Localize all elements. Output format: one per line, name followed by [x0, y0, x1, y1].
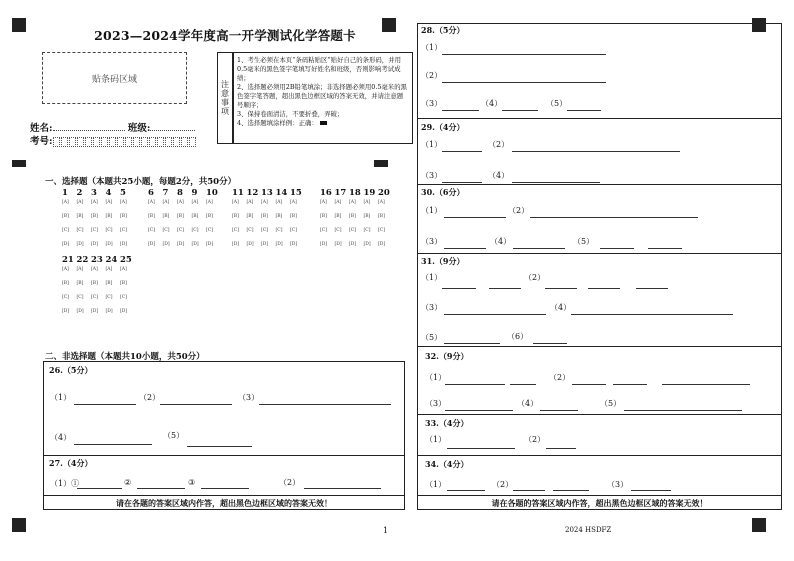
choice-option-row: [148, 214, 221, 219]
q26-answer-3[interactable]: [259, 404, 391, 405]
choice-bubble[interactable]: [C]: [320, 228, 327, 233]
q31-answer-4[interactable]: [571, 314, 733, 315]
q28-answer-4[interactable]: [502, 110, 538, 111]
q29-answer-3[interactable]: [442, 182, 482, 183]
q30-label-3: （3）: [421, 237, 443, 246]
notice-item: 2、选择题必须用2B铅笔填涂；非选择题必须用0.5毫米的黑色签字笔答题，超出黑色边框区域的答案无效，并请注意题号顺序；: [237, 83, 407, 109]
q31-answer-2a[interactable]: [545, 288, 577, 289]
choice-bubble[interactable]: [B]: [91, 281, 98, 286]
choice-bubble[interactable]: [B]: [76, 214, 84, 219]
choice-bubble[interactable]: [D]: [378, 242, 386, 247]
q29-answer-2[interactable]: [512, 151, 680, 152]
choice-bubble[interactable]: [A]: [246, 200, 254, 205]
notice-item: [237, 119, 409, 128]
notice-heading-char: 项: [221, 107, 229, 116]
notice-heading: [217, 52, 233, 144]
choice-bubble[interactable]: [B]: [191, 214, 199, 219]
q31-answer-6[interactable]: [533, 343, 567, 344]
choice-bubble[interactable]: [A]: [191, 200, 199, 205]
choice-bubble[interactable]: [D]: [191, 242, 199, 247]
q30-label-2: （2）: [508, 206, 530, 215]
choice-option-row: [232, 200, 305, 205]
choice-option-row: [62, 200, 135, 205]
q31-label-5: （5）: [421, 333, 443, 342]
choice-bubble[interactable]: [C]: [290, 228, 297, 233]
choice-bubble[interactable]: [A]: [232, 200, 239, 205]
q30-answer-6[interactable]: [648, 248, 682, 249]
choice-bubble[interactable]: [C]: [120, 228, 127, 233]
choice-bubble[interactable]: [B]: [246, 214, 254, 219]
choice-bubble[interactable]: [A]: [62, 267, 69, 272]
choice-bubble[interactable]: [C]: [76, 228, 84, 233]
choice-bubble[interactable]: [C]: [76, 295, 84, 300]
q26-title: 26.（5分）: [49, 365, 93, 375]
choice-bubble[interactable]: [A]: [177, 200, 184, 205]
choice-option-row: [62, 281, 135, 286]
q33-answer-1[interactable]: [447, 448, 515, 449]
notice-heading-char: 注: [221, 80, 229, 89]
choice-option-row: [62, 295, 135, 300]
q32-answer-4[interactable]: [540, 410, 578, 411]
exam-no-row: [30, 133, 197, 147]
choice-bubble[interactable]: [A]: [62, 200, 69, 205]
q30-label-1: （1）: [421, 206, 443, 215]
choice-bubble[interactable]: [C]: [62, 295, 69, 300]
choice-bubble[interactable]: [D]: [62, 309, 70, 314]
q31-label-1: （1）: [421, 273, 443, 282]
notice-item: 1、考生必须在本页“条码粘贴区”贴好自己的条形码，并用0.5毫米的黑色签字笔填写好姓名和班级，否则影响考试成绩；: [237, 56, 401, 82]
choice-bubble[interactable]: [D]: [148, 242, 156, 247]
q27-answer-3[interactable]: [201, 488, 249, 489]
choice-bubble[interactable]: [B]: [275, 214, 283, 219]
choice-bubble[interactable]: [A]: [162, 200, 170, 205]
name-label: 姓名:: [30, 123, 53, 134]
choice-bubble[interactable]: [B]: [62, 281, 69, 286]
choice-bubble[interactable]: [A]: [105, 200, 113, 205]
q32-title: 32.（9分）: [425, 351, 469, 361]
q31-answer-2c[interactable]: [636, 288, 668, 289]
divider: [417, 495, 782, 496]
choice-bubble[interactable]: [B]: [232, 214, 239, 219]
divider: [417, 184, 782, 185]
choice-option-row: [148, 228, 221, 233]
q32-label-1: （1）: [425, 373, 447, 382]
q28-label-3: （3）: [421, 99, 443, 108]
q26-answer-5[interactable]: [187, 446, 252, 447]
choice-bubble[interactable]: [B]: [349, 214, 356, 219]
q31-label-6: （6）: [507, 332, 529, 341]
q27-answer-2[interactable]: [137, 488, 185, 489]
choice-bubble[interactable]: [A]: [105, 267, 113, 272]
choice-option-row: [320, 228, 393, 233]
choice-option-row: [232, 214, 305, 219]
q31-label-4: （4）: [550, 303, 572, 312]
choice-bubble[interactable]: [C]: [162, 228, 170, 233]
question-number-group: 6 7 8 9 10: [148, 188, 218, 198]
q27-answer-4[interactable]: [304, 488, 381, 489]
choice-bubble[interactable]: [B]: [62, 214, 69, 219]
section2-title: 二、非选择题（本题共10小题，共50分）: [45, 352, 205, 362]
q29-title: 29.（4分）: [421, 122, 465, 132]
q32-answer-5[interactable]: [624, 410, 742, 411]
q26-label-3: （3）: [238, 393, 260, 402]
choice-bubble[interactable]: [D]: [363, 242, 371, 247]
notice-item: 3、保持卷面清洁，不要折叠，弄破；: [237, 110, 344, 118]
choice-bubble[interactable]: [A]: [120, 200, 127, 205]
q29-label-3: （3）: [421, 171, 443, 180]
q31-title: 31.（9分）: [421, 256, 465, 266]
page-title: 2023—2024学年度高一开学测试化学答题卡: [94, 28, 356, 43]
q34-answer-3[interactable]: [631, 490, 671, 491]
q28-answer-2[interactable]: [442, 82, 606, 83]
q26-label-2: （2）: [139, 393, 161, 402]
q33-answer-2[interactable]: [546, 448, 576, 449]
choice-bubble[interactable]: [B]: [320, 214, 327, 219]
q28-title: 28.（5分）: [421, 25, 465, 35]
choice-bubble[interactable]: [A]: [275, 200, 283, 205]
q29-answer-1[interactable]: [442, 151, 482, 152]
divider: [43, 455, 405, 456]
q31-label-2: （2）: [524, 273, 546, 282]
choice-bubble[interactable]: [A]: [148, 200, 155, 205]
question-number-group: 1 2 3 4 5: [62, 188, 126, 198]
q27-label-4: （2）: [279, 478, 301, 487]
class-input[interactable]: [150, 130, 195, 131]
choice-bubble[interactable]: [A]: [363, 200, 371, 205]
q27-answer-1[interactable]: [77, 488, 122, 489]
q32-answer-1b[interactable]: [510, 384, 536, 385]
choice-bubble[interactable]: [B]: [363, 214, 371, 219]
choice-bubble[interactable]: [B]: [105, 214, 113, 219]
choice-bubble[interactable]: [D]: [120, 242, 128, 247]
choice-bubble[interactable]: [A]: [120, 267, 127, 272]
choice-bubble[interactable]: [A]: [76, 267, 84, 272]
q26-label-5: （5）: [163, 431, 185, 440]
choice-option-row: [232, 242, 305, 247]
section1-title: 一、选择题（本题共25小题，每题2分，共50分）: [45, 177, 237, 187]
q31-answer-1b[interactable]: [489, 288, 521, 289]
q30-answer-2[interactable]: [530, 217, 698, 218]
choice-bubble[interactable]: [C]: [206, 228, 213, 233]
choice-bubble[interactable]: [B]: [334, 214, 342, 219]
q30-label-5: （5）: [573, 237, 595, 246]
q34-title: 34.（4分）: [425, 459, 469, 469]
choice-bubble[interactable]: [C]: [334, 228, 342, 233]
q28-label-4: （4）: [481, 99, 503, 108]
q32-answer-2b[interactable]: [613, 384, 647, 385]
choice-bubble[interactable]: [C]: [62, 228, 69, 233]
choice-bubble[interactable]: [D]: [120, 309, 128, 314]
choice-bubble[interactable]: [A]: [320, 200, 327, 205]
registration-mark-bottom-left: [12, 518, 26, 532]
choice-bubble[interactable]: [D]: [334, 242, 342, 247]
q32-answer-2c[interactable]: [662, 384, 750, 385]
question-number-group: 16 17 18 19 20: [320, 188, 390, 198]
choice-option-row: [62, 214, 135, 219]
class-label: 班级:: [127, 123, 151, 134]
notice-heading-char: 意: [221, 89, 229, 98]
q28-answer-5[interactable]: [567, 110, 601, 111]
choice-bubble[interactable]: [B]: [162, 214, 170, 219]
exam-no-label: 考号:: [30, 136, 53, 147]
q31-answer-5[interactable]: [444, 343, 500, 344]
q26-answer-2[interactable]: [160, 404, 232, 405]
q30-answer-5[interactable]: [600, 248, 634, 249]
choice-option-row: [320, 242, 393, 247]
q33-label-1: （1）: [425, 435, 447, 444]
choice-bubble[interactable]: [C]: [275, 228, 283, 233]
q26-answer-4[interactable]: [74, 444, 152, 445]
q31-label-3: （3）: [421, 303, 443, 312]
registration-mark-bottom-right: [752, 518, 766, 532]
q32-answer-1a[interactable]: [445, 384, 505, 385]
q28-label-2: （2）: [421, 71, 443, 80]
filled-bubble-sample: [320, 121, 327, 125]
choice-option-row: [232, 228, 305, 233]
barcode-label: 贴条码区域: [91, 74, 137, 85]
choice-bubble[interactable]: [B]: [378, 214, 385, 219]
choice-bubble[interactable]: [B]: [120, 281, 127, 286]
q32-label-4: （4）: [517, 399, 539, 408]
choice-bubble[interactable]: [C]: [232, 228, 239, 233]
timing-mark-center: [374, 160, 388, 167]
choice-bubble[interactable]: [B]: [206, 214, 213, 219]
page-number: 1: [383, 526, 389, 535]
name-input[interactable]: [53, 130, 125, 131]
choice-bubble[interactable]: [D]: [261, 242, 269, 247]
q28-label-5: （5）: [546, 99, 568, 108]
choice-bubble[interactable]: [C]: [148, 228, 155, 233]
divider: [417, 455, 782, 456]
page-code: 2024 HSDFZ: [565, 526, 612, 534]
q26-label-4: （4）: [50, 433, 72, 442]
choice-option-row: [148, 200, 221, 205]
choice-bubble[interactable]: [D]: [162, 242, 170, 247]
choice-bubble[interactable]: [A]: [378, 200, 385, 205]
q31-answer-2b[interactable]: [588, 288, 620, 289]
footer-warning-left: 请在各题的答案区域内作答，超出黑色边框区域的答案无效！: [116, 498, 332, 508]
choice-bubble[interactable]: [D]: [105, 242, 113, 247]
choice-bubble[interactable]: [D]: [62, 242, 70, 247]
q26-label-1: （1）: [50, 393, 72, 402]
choice-bubble[interactable]: [D]: [320, 242, 328, 247]
question-number-group: 11 12 13 14 15: [232, 188, 302, 198]
q34-answer-2a[interactable]: [513, 490, 545, 491]
choice-bubble[interactable]: [D]: [275, 242, 283, 247]
q34-label-2: （2）: [492, 480, 514, 489]
notice-box: [233, 52, 413, 144]
choice-bubble[interactable]: [D]: [177, 242, 185, 247]
name-row: [30, 120, 195, 134]
choice-bubble[interactable]: [B]: [177, 214, 184, 219]
divider: [417, 346, 782, 347]
choice-bubble[interactable]: [D]: [91, 242, 99, 247]
q33-title: 33.（4分）: [425, 418, 469, 428]
registration-mark-top-left: [12, 18, 26, 32]
q30-answer-4[interactable]: [513, 248, 565, 249]
choice-option-row: [148, 242, 221, 247]
notice-item-text: 4、选择题填涂样例：正确：: [237, 119, 318, 127]
choice-bubble[interactable]: [C]: [261, 228, 268, 233]
q30-answer-3[interactable]: [444, 248, 486, 249]
choice-bubble[interactable]: [D]: [349, 242, 357, 247]
divider: [43, 495, 405, 496]
q29-label-2: （2）: [488, 140, 510, 149]
q34-answer-2b[interactable]: [553, 490, 589, 491]
choice-bubble[interactable]: [A]: [76, 200, 84, 205]
q28-label-1: （1）: [421, 43, 443, 52]
choice-bubble[interactable]: [B]: [105, 281, 113, 286]
choice-option-row: [62, 228, 135, 233]
choice-bubble[interactable]: [C]: [177, 228, 184, 233]
q34-label-3: （3）: [607, 480, 629, 489]
q33-label-2: （2）: [524, 435, 546, 444]
q31-answer-3[interactable]: [444, 314, 546, 315]
choice-bubble[interactable]: [D]: [206, 242, 214, 247]
q32-label-2: （2）: [549, 373, 571, 382]
choice-bubble[interactable]: [C]: [91, 295, 98, 300]
choice-bubble[interactable]: [D]: [290, 242, 298, 247]
choice-bubble[interactable]: [D]: [91, 309, 99, 314]
barcode-area: [42, 52, 187, 104]
q30-answer-1[interactable]: [444, 217, 506, 218]
q30-title: 30.（6分）: [421, 187, 465, 197]
choice-bubble[interactable]: [C]: [191, 228, 199, 233]
choice-bubble[interactable]: [A]: [91, 200, 98, 205]
timing-mark-left: [12, 160, 26, 167]
q27-label-2: ②: [124, 478, 132, 487]
choice-bubble[interactable]: [B]: [91, 214, 98, 219]
q29-label-1: （1）: [421, 140, 443, 149]
choice-bubble[interactable]: [A]: [349, 200, 356, 205]
q32-answer-2a[interactable]: [572, 384, 606, 385]
q30-label-4: （4）: [490, 237, 512, 246]
choice-bubble[interactable]: [B]: [261, 214, 268, 219]
choice-bubble[interactable]: [C]: [105, 295, 113, 300]
choice-bubble[interactable]: [A]: [290, 200, 297, 205]
choice-bubble[interactable]: [D]: [246, 242, 254, 247]
q27-label-3: ③: [188, 478, 196, 487]
choice-bubble[interactable]: [A]: [261, 200, 268, 205]
choice-option-row: [62, 267, 135, 272]
choice-bubble[interactable]: [D]: [105, 309, 113, 314]
choice-bubble[interactable]: [D]: [76, 242, 84, 247]
choice-bubble[interactable]: [C]: [91, 228, 98, 233]
notice-heading-char: 事: [221, 98, 229, 107]
choice-bubble[interactable]: [C]: [246, 228, 254, 233]
choice-option-row: [62, 242, 135, 247]
choice-bubble[interactable]: [A]: [334, 200, 342, 205]
divider: [417, 118, 782, 119]
question-number-group: 21 22 23 24 25: [62, 255, 132, 265]
choice-bubble[interactable]: [C]: [120, 295, 127, 300]
q34-answer-1[interactable]: [447, 490, 485, 491]
choice-bubble[interactable]: [D]: [76, 309, 84, 314]
q31-answer-1a[interactable]: [442, 288, 476, 289]
divider: [417, 253, 782, 254]
choice-bubble[interactable]: [B]: [76, 281, 84, 286]
choice-option-row: [320, 200, 393, 205]
q32-label-3: （3）: [425, 399, 447, 408]
choice-bubble[interactable]: [C]: [105, 228, 113, 233]
q27-label-1: （1）①: [50, 479, 80, 488]
choice-option-row: [320, 214, 393, 219]
q29-answer-4[interactable]: [512, 182, 600, 183]
choice-bubble[interactable]: [B]: [120, 214, 127, 219]
choice-bubble[interactable]: [C]: [363, 228, 371, 233]
q28-answer-1[interactable]: [442, 54, 606, 55]
footer-warning-right: 请在各题的答案区域内作答，超出黑色边框区域的答案无效！: [491, 498, 708, 508]
q34-label-1: （1）: [425, 480, 447, 489]
choice-bubble[interactable]: [C]: [349, 228, 356, 233]
q32-label-5: （5）: [600, 399, 622, 408]
q32-answer-3[interactable]: [445, 410, 513, 411]
choice-bubble[interactable]: [C]: [378, 228, 385, 233]
choice-bubble[interactable]: [B]: [148, 214, 155, 219]
q26-answer-1[interactable]: [74, 404, 136, 405]
choice-bubble[interactable]: [B]: [290, 214, 297, 219]
choice-bubble[interactable]: [A]: [206, 200, 213, 205]
exam-no-input[interactable]: [53, 136, 197, 147]
choice-bubble[interactable]: [A]: [91, 267, 98, 272]
q29-label-4: （4）: [488, 171, 510, 180]
q27-title: 27.（4分）: [49, 458, 93, 468]
q28-answer-3[interactable]: [442, 110, 479, 111]
choice-bubble[interactable]: [D]: [232, 242, 240, 247]
choice-option-row: [62, 309, 135, 314]
right-answer-box: [417, 23, 782, 510]
divider: [417, 414, 782, 415]
